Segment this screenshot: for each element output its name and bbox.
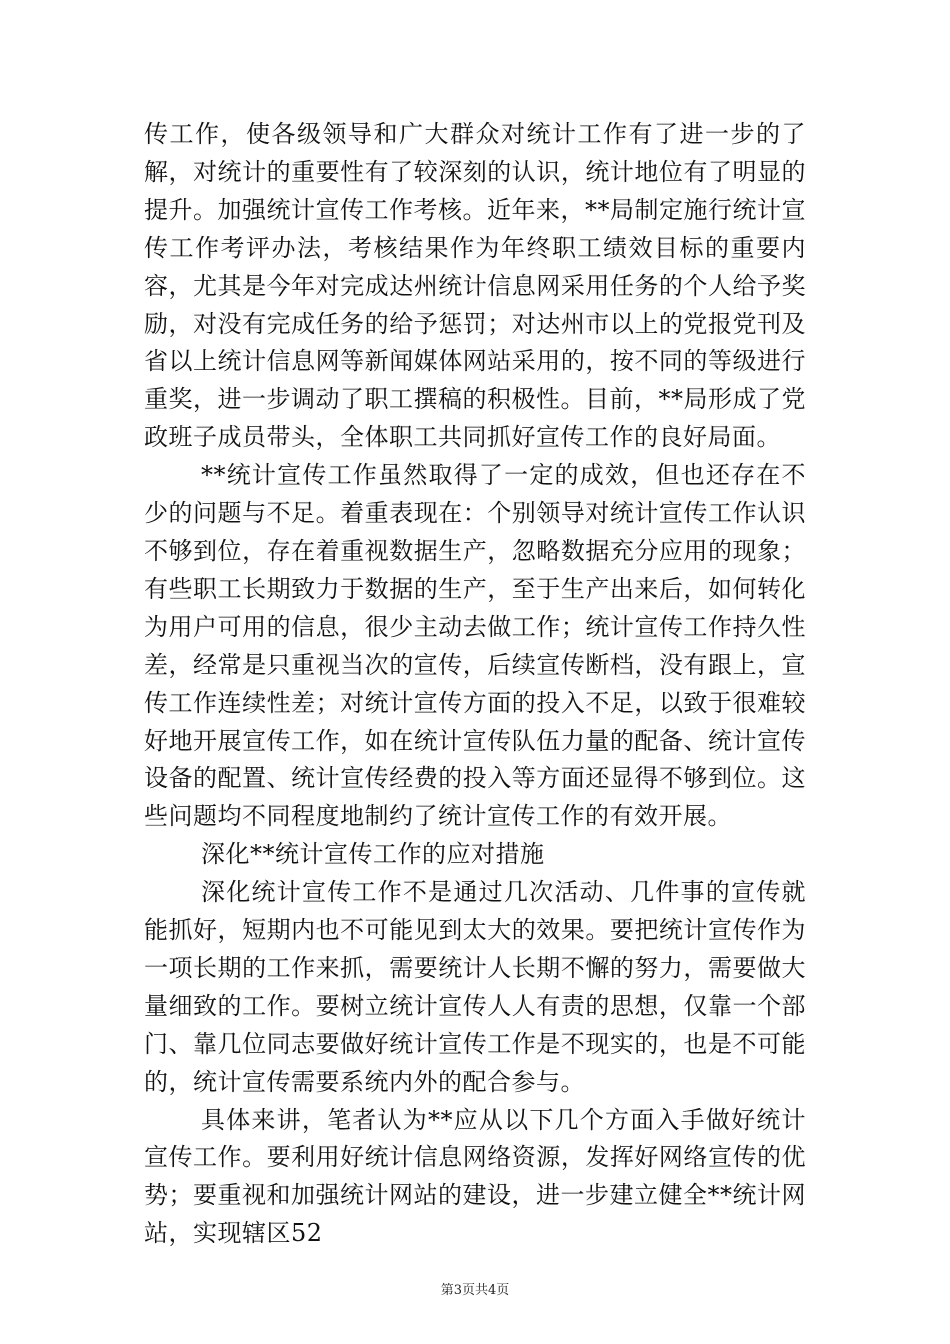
paragraph-problems: **统计宣传工作虽然取得了一定的成效，但也还存在不少的问题与不足。着重表现在：个别领导对统计宣传工作认识不够到位，存在着重视数据生产，忽略数据充分应用的现象；有些职工长期致力于数据的生产，至于生产出来后，如何转化为用户可用的信息，很少主动去做工作；统计宣传工作持久性差，经常是只重视当次的宣传，后续宣传断档，没有跟上，宣传工作连续性差；对统计宣传方面的投入不足，以致于很难较好地开展宣传工作，如在统计宣传队伍力量的配备、统计宣传设备的配置、统计宣传经费的投入等方面还显得不够到位。这些问题均不同程度地制约了统计宣传工作的有效开展。	[144, 461, 806, 831]
section-heading: 深化**统计宣传工作的应对措施	[201, 840, 545, 869]
document-body	[144, 116, 806, 1253]
paragraph-specifics: 具体来讲，笔者认为**应从以下几个方面入手做好统计宣传工作。要利用好统计信息网络资源，发挥好网络宣传的优势；要重视和加强统计网站的建设，进一步建立健全**统计网站，实现辖区52	[144, 1105, 806, 1248]
paragraph-measures: 深化统计宣传工作不是通过几次活动、几件事的宣传就能抓好，短期内也不可能见到太大的效果。要把统计宣传作为一项长期的工作来抓，需要统计人长期不懈的努力，需要做大量细致的工作。要树立统计宣传人人有责的思想，仅靠一个部门、靠几位同志要做好统计宣传工作是不现实的，也是不可能的，统计宣传需要系统内外的配合参与。	[144, 878, 806, 1096]
page-number-footer: 第3页共4页	[440, 1283, 510, 1298]
paragraph-continued: 传工作，使各级领导和广大群众对统计工作有了进一步的了解，对统计的重要性有了较深刻的认识，统计地位有了明显的提升。加强统计宣传工作考核。近年来，**局制定施行统计宣传工作考评办法，考核结果作为年终职工绩效目标的重要内容，尤其是今年对完成达州统计信息网采用任务的个人给予奖励，对没有完成任务的给予惩罚；对达州市以上的党报党刊及省以上统计信息网等新闻媒体网站采用的，按不同的等级进行重奖，进一步调动了职工撰稿的积极性。目前，**局形成了党政班子成员带头，全体职工共同抓好宣传工作的良好局面。	[144, 120, 806, 452]
